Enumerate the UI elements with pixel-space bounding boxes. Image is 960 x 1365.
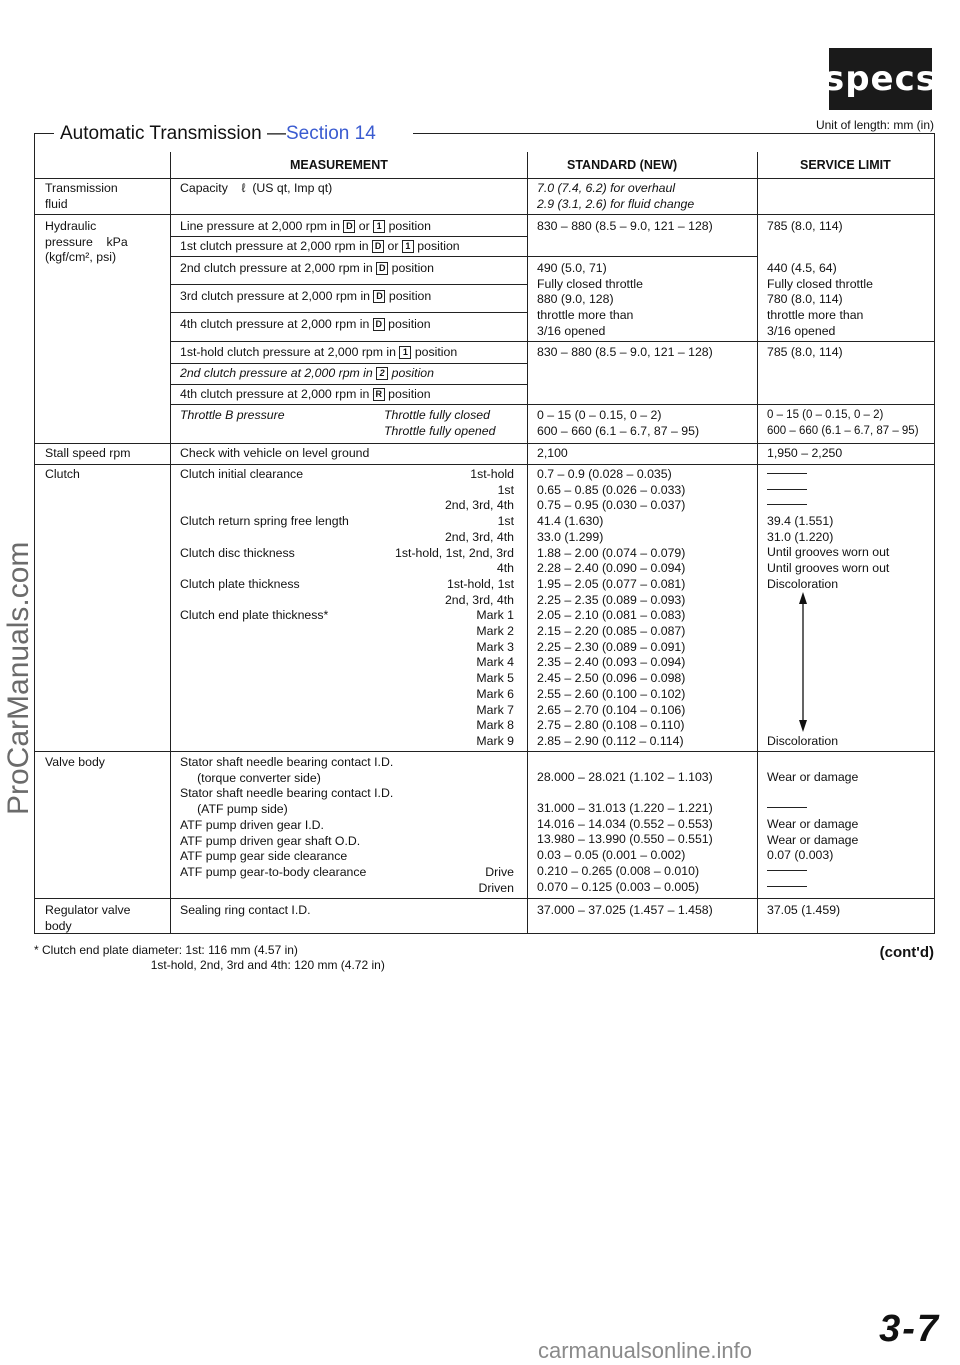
position-d-icon: D <box>376 262 388 275</box>
header-measurement: MEASUREMENT <box>290 158 388 172</box>
capacity-standard: 7.0 (7.4, 6.2) for overhaul 2.9 (3.1, 2.6) for fluid change <box>537 181 695 211</box>
group-valve-body: Valve body <box>45 755 105 769</box>
fourth-clutch-measurement: 4th clutch pressure at 2,000 rpm in D position <box>180 317 431 331</box>
frame-top-left <box>34 133 54 134</box>
watermark-bottom: carmanualsonline.info <box>538 1338 753 1363</box>
group-transmission-fluid: Transmission fluid <box>45 181 118 211</box>
clutch-measurements: Clutch initial clearance Clutch return spring free length Clutch disc thickness Clutch plate thickness Clutch end plate thickness* <box>180 467 349 623</box>
second-clutch-measurement: 2nd clutch pressure at 2,000 rpm in D position <box>180 261 434 275</box>
valve-limit-dashes <box>767 864 807 895</box>
stall-limit: 1,950 – 2,250 <box>767 446 843 460</box>
position-d-icon: D <box>373 290 385 303</box>
first-clutch-measurement: 1st clutch pressure at 2,000 rpm in D or 1 position <box>180 239 460 253</box>
second-clutch-2-measurement: 2nd clutch pressure at 2,000 rpm in 2 position <box>180 366 434 380</box>
throttle-b-standard: 0 – 15 (0 – 0.15, 0 – 2) 600 – 660 (6.1 – 6.7, 87 – 95) <box>537 408 700 438</box>
throttle-b-conditions: Throttle fully closed Throttle fully opened <box>384 408 496 438</box>
page-title: Automatic Transmission —Section 14 <box>60 123 376 144</box>
row-rule <box>170 312 527 313</box>
first-hold-measurement: 1st-hold clutch pressure at 2,000 rpm in 1 position <box>180 345 458 359</box>
position-1-icon: 1 <box>373 220 385 233</box>
sep-hydraulic <box>34 443 935 444</box>
clutch-limit-end: Discoloration <box>767 734 839 748</box>
valve-limit-dash <box>767 801 807 817</box>
valve-standard-torque: 28.000 – 28.021 (1.102 – 1.103) <box>537 770 713 784</box>
row-rule <box>170 256 757 257</box>
continued-label: (cont'd) <box>879 944 934 961</box>
group-hydraulic-pressure: Hydraulic pressure kPa (kgf/cm², psi) <box>45 219 128 265</box>
throttle-b-limit: 0 – 15 (0 – 0.15, 0 – 2) 600 – 660 (6.1 – 6.7, 87 – 95) <box>767 409 919 437</box>
footnote: * Clutch end plate diameter: 1st: 116 mm (4.57 in) 1st-hold, 2nd, 3rd and 4th: 120 mm (4.72 in) <box>34 943 385 972</box>
position-d-icon: D <box>372 240 384 253</box>
capacity-measurement: Capacity ℓ (US qt, Imp qt) <box>180 181 333 195</box>
valve-limit-torque: Wear or damage <box>767 770 859 784</box>
clutch-standard: 0.7 – 0.9 (0.028 – 0.035) 0.65 – 0.85 (0.026 – 0.033) 0.75 – 0.95 (0.030 – 0.037) 41.4 (1.630) 33.0 (1.299) 1.88 – 2.00 (0.074 – 0.079) 2.28 – 2.40 (0.090 – 0.094) 1.95 – 2.05 (0.077 – 0.081) 2.25 – 2.35 (0.089 – 0.093) 2.05 – 2.10 (0.081 – 0.083) 2.15 – 2.20 (0.085 – 0.087) 2.25 – 2.30 (0.089 – 0.091) 2.35 – 2.40 (0.093 – 0.094) 2.45 – 2.50 (0.096 – 0.098) 2.55 – 2.60 (0.100 – 0.102) 2.65 – 2.70 (0.104 – 0.106) 2.75 – 2.80 (0.108 – 0.110) 2.85 – 2.90 (0.112 – 0.114) <box>537 467 686 748</box>
valve-measurements: Stator shaft needle bearing contact I.D. (torque converter side) Stator shaft needle bearing contact I.D. (ATF pump side) ATF pump driven gear I.D. ATF pump driven gear shaft O.D. ATF pump gear side clearance ATF pump gear-to-body clearance <box>180 755 394 879</box>
sep-valve <box>34 898 935 899</box>
frame-top-right <box>413 133 935 134</box>
clutch-pressure-standard: 490 (5.0, 71) Fully closed throttle 880 (9.0, 128) throttle more than 3/16 opened <box>537 261 643 338</box>
row-rule <box>170 284 527 285</box>
line-pressure-measurement: Line pressure at 2,000 rpm in D or 1 position <box>180 219 431 233</box>
position-d-icon: D <box>373 318 385 331</box>
line-pressure-limit: 785 (8.0, 114) <box>767 219 843 233</box>
regulator-standard: 37.000 – 37.025 (1.457 – 1.458) <box>537 903 713 917</box>
clutch-sub-items: 1st-hold 1st 2nd, 3rd, 4th 1st 2nd, 3rd, 4th 1st-hold, 1st, 2nd, 3rd 4th 1st-hold, 1st 2nd, 3rd, 4th Mark 1 Mark 2 Mark 3 Mark 4 Mark 5 Mark 6 Mark 7 Mark 8 Mark 9 <box>395 467 514 748</box>
stall-standard: 2,100 <box>537 446 568 460</box>
first-hold-limit: 785 (8.0, 114) <box>767 345 843 359</box>
position-1-icon: 1 <box>402 240 414 253</box>
clutch-pressure-limit: 440 (4.5, 64) Fully closed throttle 780 (8.0, 114) throttle more than 3/16 opened <box>767 261 873 338</box>
header-standard: STANDARD (NEW) <box>567 158 678 172</box>
sep-clutch <box>34 751 935 752</box>
line-pressure-standard: 830 – 880 (8.5 – 9.0, 121 – 128) <box>537 219 713 233</box>
header-rule <box>34 178 935 179</box>
first-hold-standard: 830 – 880 (8.5 – 9.0, 121 – 128) <box>537 345 713 359</box>
specs-logo: specs <box>829 48 932 110</box>
unit-note: Unit of length: mm (in) <box>815 118 934 132</box>
fourth-clutch-r-measurement: 4th clutch pressure at 2,000 rpm in R position <box>180 387 431 401</box>
third-clutch-measurement: 3rd clutch pressure at 2,000 rpm in D position <box>180 289 432 303</box>
sep-fluid <box>34 214 935 215</box>
section-link[interactable]: Section 14 <box>285 123 376 144</box>
clutch-limit: 39.4 (1.551) 31.0 (1.220) Until grooves worn out Until grooves worn out Discoloration <box>767 514 890 591</box>
frame-right <box>934 133 935 933</box>
range-arrow-icon <box>795 592 811 732</box>
position-r-icon: R <box>373 388 385 401</box>
row-rule <box>170 236 527 237</box>
position-1-icon: 1 <box>399 346 411 359</box>
valve-standard: 31.000 – 31.013 (1.220 – 1.221) 14.016 – 14.034 (0.552 – 0.553) 13.980 – 13.990 (0.550 – 0.551) 0.03 – 0.05 (0.001 – 0.002) 0.210 – 0.265 (0.008 – 0.010) 0.070 – 0.125 (0.003 – 0.005) <box>537 801 713 894</box>
stall-measurement: Check with vehicle on level ground <box>180 446 370 460</box>
sep-stall <box>34 464 935 465</box>
throttle-b-measurement: Throttle B pressure <box>180 408 285 422</box>
position-2-icon: 2 <box>376 367 388 380</box>
valve-limit: Wear or damage Wear or damage 0.07 (0.003) <box>767 817 859 863</box>
group-clutch: Clutch <box>45 467 80 481</box>
row-rule <box>170 384 527 385</box>
row-rule <box>170 404 935 405</box>
col-divider-3 <box>757 152 758 933</box>
clutch-limit-dashes <box>767 467 807 514</box>
valve-sub-items: Drive Driven <box>478 865 514 895</box>
col-divider-1 <box>170 152 171 933</box>
regulator-measurement: Sealing ring contact I.D. <box>180 903 311 917</box>
col-divider-2 <box>527 152 528 933</box>
row-rule <box>170 363 527 364</box>
group-regulator-valve: Regulator valve body <box>45 903 131 933</box>
regulator-limit: 37.05 (1.459) <box>767 903 841 917</box>
frame-bottom <box>34 933 935 934</box>
page-number: 3-7 <box>879 1308 940 1350</box>
watermark-side: ProCarManuals.com <box>2 541 35 815</box>
position-d-icon: D <box>343 220 355 233</box>
group-stall-speed: Stall speed rpm <box>45 446 131 460</box>
header-service-limit: SERVICE LIMIT <box>800 158 891 172</box>
row-rule <box>170 341 935 342</box>
